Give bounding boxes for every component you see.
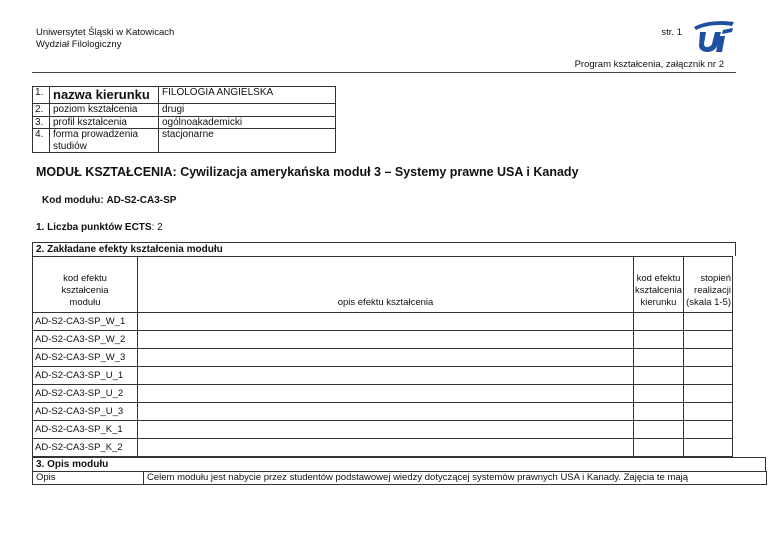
outcomes-header-row	[33, 257, 733, 313]
outcome-level[interactable]	[684, 331, 733, 349]
outcome-level[interactable]	[684, 313, 733, 331]
outcome-program-code[interactable]	[634, 421, 684, 439]
header-program-code: kod efektu kształcenia kierunku	[634, 257, 684, 313]
info-label: nazwa kierunku	[50, 87, 159, 104]
info-label: profil kształcenia	[50, 116, 159, 129]
outcome-code: AD-S2-CA3-SP_U_2	[33, 385, 138, 403]
outcome-description[interactable]	[138, 313, 634, 331]
module-code-value: AD-S2-CA3-SP	[106, 195, 177, 206]
outcome-code: AD-S2-CA3-SP_K_2	[33, 439, 138, 457]
module-title: MODUŁ KSZTAŁCENIA: Cywilizacja amerykańska moduł 3 – Systemy prawne USA i Kanady	[36, 165, 579, 179]
ects-points	[36, 222, 163, 233]
university-logo-icon	[692, 18, 736, 54]
outcome-description[interactable]	[138, 439, 634, 457]
program-info-table	[32, 86, 336, 153]
outcome-row	[33, 403, 733, 421]
outcome-row	[33, 313, 733, 331]
header-realization-level: stopień realizacji (skala 1-5)	[684, 257, 733, 313]
outcome-level[interactable]	[684, 421, 733, 439]
outcome-description[interactable]	[138, 403, 634, 421]
outcome-program-code[interactable]	[634, 349, 684, 367]
header-description: opis efektu kształcenia	[138, 257, 634, 313]
outcome-code: AD-S2-CA3-SP_W_3	[33, 349, 138, 367]
info-label: poziom kształcenia	[50, 104, 159, 117]
outcome-program-code[interactable]	[634, 313, 684, 331]
outcome-description[interactable]	[138, 349, 634, 367]
section-3-title: 3. Opis modułu	[32, 457, 766, 471]
info-num: 4.	[33, 129, 50, 153]
info-num: 2.	[33, 104, 50, 117]
ects-label: 1. Liczba punktów ECTS	[36, 222, 152, 233]
outcome-program-code[interactable]	[634, 385, 684, 403]
info-value: stacjonarne	[159, 129, 336, 153]
outcome-program-code[interactable]	[634, 331, 684, 349]
outcome-code: AD-S2-CA3-SP_W_2	[33, 331, 138, 349]
outcome-description[interactable]	[138, 331, 634, 349]
module-code	[42, 195, 176, 206]
program-annex: Program kształcenia, załącznik nr 2	[574, 59, 724, 70]
outcome-program-code[interactable]	[634, 403, 684, 421]
outcome-row	[33, 331, 733, 349]
info-num: 1.	[33, 87, 50, 104]
description-text: Celem modułu jest nabycie przez studentów podstawowej wiedzy dotyczącej systemów prawnych USA i Kanady. Zajęcia te mają	[144, 472, 767, 485]
faculty-name: Wydział Filologiczny	[36, 39, 122, 50]
info-value: ogólnoakademicki	[159, 116, 336, 129]
university-name: Uniwersytet Śląski w Katowicach	[36, 27, 175, 38]
outcome-description[interactable]	[138, 421, 634, 439]
outcome-row	[33, 385, 733, 403]
outcome-description[interactable]	[138, 367, 634, 385]
outcome-code: AD-S2-CA3-SP_K_1	[33, 421, 138, 439]
header-module-code: kod efektu kształcenia modułu	[33, 257, 138, 313]
header-institution	[36, 27, 174, 51]
outcome-row	[33, 439, 733, 457]
outcome-row	[33, 421, 733, 439]
info-row	[33, 87, 336, 104]
info-row	[33, 129, 336, 153]
info-label: forma prowadzenia studiów	[50, 129, 159, 153]
module-code-label: Kod modułu:	[42, 195, 104, 206]
header-divider	[32, 72, 736, 73]
info-row	[33, 116, 336, 129]
description-row	[33, 472, 767, 485]
outcome-level[interactable]	[684, 385, 733, 403]
outcome-program-code[interactable]	[634, 367, 684, 385]
info-num: 3.	[33, 116, 50, 129]
learning-outcomes-table	[32, 256, 733, 457]
module-description-table	[32, 471, 767, 485]
outcome-program-code[interactable]	[634, 439, 684, 457]
section-2-title: 2. Zakładane efekty kształcenia modułu	[32, 242, 736, 256]
outcome-level[interactable]	[684, 367, 733, 385]
outcome-level[interactable]	[684, 439, 733, 457]
outcome-description[interactable]	[138, 385, 634, 403]
outcome-level[interactable]	[684, 403, 733, 421]
outcome-row	[33, 367, 733, 385]
info-value: FILOLOGIA ANGIELSKA	[159, 87, 336, 104]
outcome-code: AD-S2-CA3-SP_U_1	[33, 367, 138, 385]
description-label: Opis	[33, 472, 144, 485]
outcome-row	[33, 349, 733, 367]
outcome-level[interactable]	[684, 349, 733, 367]
info-row	[33, 104, 336, 117]
page-number: str. 1	[661, 27, 682, 38]
info-value: drugi	[159, 104, 336, 117]
outcome-code: AD-S2-CA3-SP_U_3	[33, 403, 138, 421]
ects-value: : 2	[151, 222, 163, 233]
outcome-code: AD-S2-CA3-SP_W_1	[33, 313, 138, 331]
